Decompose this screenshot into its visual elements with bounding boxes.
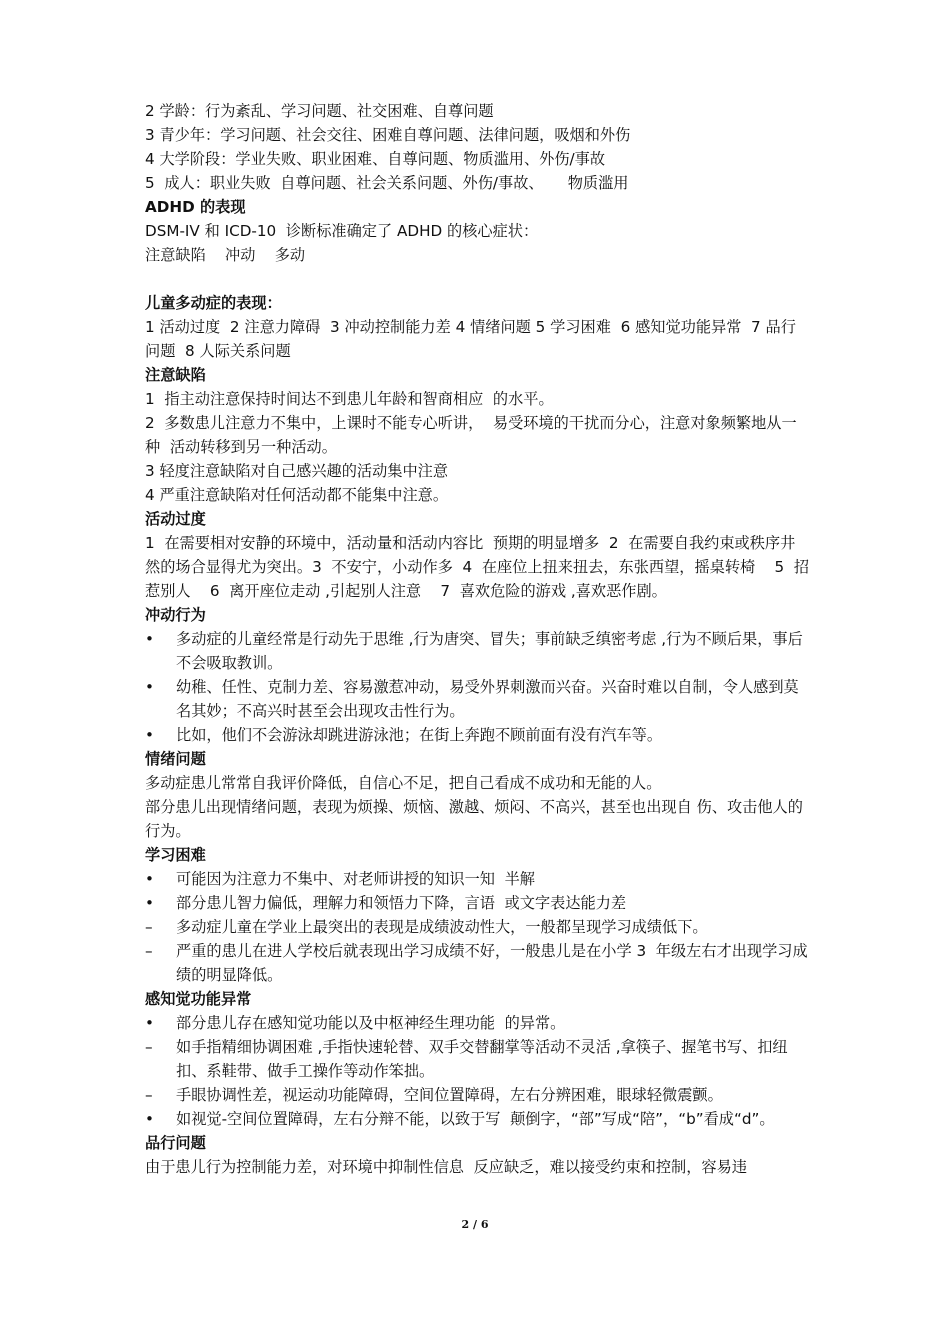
paragraph-attention-2: 2 多数患儿注意力不集中，上课时不能专心听讲， 易受环境的干扰而分心，注意对象频繁地从一种 活动转移到另一种活动。 (145, 414, 797, 456)
heading-overactivity: 活动过度 (145, 510, 206, 528)
dash-marker: – (145, 918, 153, 936)
paragraph-symptom-list: 1 活动过度 2 注意力障碍 3 冲动控制能力差 4 情绪问题 5 学习困难 6 感知觉功能异常 7 品行问题 8 人际关系问题 (145, 318, 796, 360)
page-number: 2 / 6 (461, 1218, 489, 1231)
list-item-text: 多动症儿童在学业上最突出的表现是成绩波动性大，一般都呈现学习成绩低下。 (176, 918, 708, 936)
dash-marker: – (145, 1086, 153, 1104)
bullet-marker: • (145, 630, 154, 648)
list-item-text: 幼稚、任性、克制力差、容易激惹冲动，易受外界刺激而兴奋。兴奋时难以自制，令人感到莫名其妙；不高兴时甚至会出现攻击性行为。 (176, 678, 799, 720)
paragraph-core-symptoms: 注意缺陷 冲动 多动 (145, 246, 306, 264)
heading-perception-abnormal: 感知觉功能异常 (145, 990, 252, 1008)
paragraph-dsm-icd: DSM-IV 和 ICD-10 诊断标准确定了 ADHD 的核心症状： (145, 222, 539, 240)
heading-children-adhd: 儿童多动症的表现： (145, 294, 282, 312)
paragraph-emotion-2: 部分患儿出现情绪问题，表现为烦操、烦恼、激越、烦闷、不高兴，甚至也出现自 伤、攻击他人的行为。 (145, 798, 803, 840)
list-item-text: 可能因为注意力不集中、对老师讲授的知识一知 半解 (176, 870, 535, 888)
bullet-marker: • (145, 1110, 154, 1128)
list-item (145, 891, 810, 915)
list-item-text: 如视觉-空间位置障碍，左右分辩不能，以致于写 颠倒字，“部”写成“陪”，“b”看成“d”。 (176, 1110, 775, 1128)
list-item (145, 627, 810, 675)
bullet-marker: • (145, 894, 154, 912)
heading-impulsive-behavior: 冲动行为 (145, 606, 206, 624)
list-item-text: 多动症的儿童经常是行动先于思维 ,行为唐突、冒失；事前缺乏缜密考虑 ,行为不顾后果，事后不会吸取教训。 (176, 630, 803, 672)
heading-conduct-problems: 品行问题 (145, 1134, 206, 1152)
heading-emotional-problems: 情绪问题 (145, 750, 206, 768)
heading-attention-deficit: 注意缺陷 (145, 366, 206, 384)
list-item (145, 939, 810, 987)
paragraph-attention-3: 3 轻度注意缺陷对自己感兴趣的活动集中注意 (145, 462, 449, 480)
dash-marker: – (145, 1038, 153, 1056)
list-item (145, 867, 810, 891)
list-item (145, 723, 810, 747)
bullet-marker: • (145, 870, 154, 888)
list-item-text: 如手指精细协调困难 ,手指快速轮替、双手交替翻掌等活动不灵活 ,拿筷子、握笔书写、扣纽扣、系鞋带、做手工操作等动作笨拙。 (176, 1038, 788, 1080)
paragraph-school-age: 2 学龄：行为紊乱、学习问题、社交困难、自尊问题 (145, 102, 494, 120)
list-item-text: 比如，他们不会游泳却跳进游泳池；在街上奔跑不顾前面有没有汽车等。 (176, 726, 662, 744)
paragraph-emotion-1: 多动症患儿常常自我评价降低，自信心不足，把自己看成不成功和无能的人。 (145, 774, 662, 792)
list-item-text: 部分患儿存在感知觉功能以及中枢神经生理功能 的异常。 (176, 1014, 566, 1032)
paragraph-overactivity: 1 在需要相对安静的环境中，活动量和活动内容比 预期的明显增多 2 在需要自我约束或秩序井然的场合显得尤为突出。3 不安宁，小动作多 4 在座位上扭来扭去，东张西望，摇桌转椅 5 招惹别人 6 离开座位走动 ,引起别人注意 7 喜欢危险的游戏 ,喜欢恶作剧。 (145, 534, 810, 600)
list-item (145, 1011, 810, 1035)
list-item-text: 部分患儿智力偏低，理解力和领悟力下降，言语 或文字表达能力差 (176, 894, 627, 912)
paragraph-conduct: 由于患儿行为控制能力差，对环境中抑制性信息 反应缺乏，难以接受约束和控制，容易违 (145, 1158, 747, 1176)
list-item-text: 手眼协调性差，视运动功能障碍，空间位置障碍，左右分辨困难，眼球轻微震颤。 (176, 1086, 723, 1104)
list-item (145, 1107, 810, 1131)
paragraph-adult: 5 成人：职业失败 自尊问题、社会关系问题、外伤/事故、 物质滥用 (145, 174, 629, 192)
list-item (145, 675, 810, 723)
list-item-text: 严重的患儿在进人学校后就表现出学习成绩不好，一般患儿是在小学 3 年级左右才出现学习成绩的明显降低。 (176, 942, 808, 984)
list-item (145, 1083, 810, 1107)
paragraph-college: 4 大学阶段：学业失败、职业困难、自尊问题、物质滥用、外伤/事故 (145, 150, 606, 168)
bullet-marker: • (145, 678, 154, 696)
document-body (145, 99, 810, 1179)
paragraph-attention-4: 4 严重注意缺陷对任何活动都不能集中注意。 (145, 486, 449, 504)
dash-marker: – (145, 942, 153, 960)
list-item (145, 915, 810, 939)
heading-adhd-symptoms: ADHD 的表现 (145, 198, 246, 216)
blank-line (145, 267, 810, 291)
list-item (145, 1035, 810, 1083)
paragraph-adolescent: 3 青少年：学习问题、社会交往、困难自尊问题、法律问题，吸烟和外伤 (145, 126, 631, 144)
bullet-marker: • (145, 1014, 154, 1032)
bullet-marker: • (145, 726, 154, 744)
paragraph-attention-1: 1 指主动注意保持时间达不到患儿年龄和智商相应 的水平。 (145, 390, 554, 408)
heading-learning-difficulties: 学习困难 (145, 846, 206, 864)
